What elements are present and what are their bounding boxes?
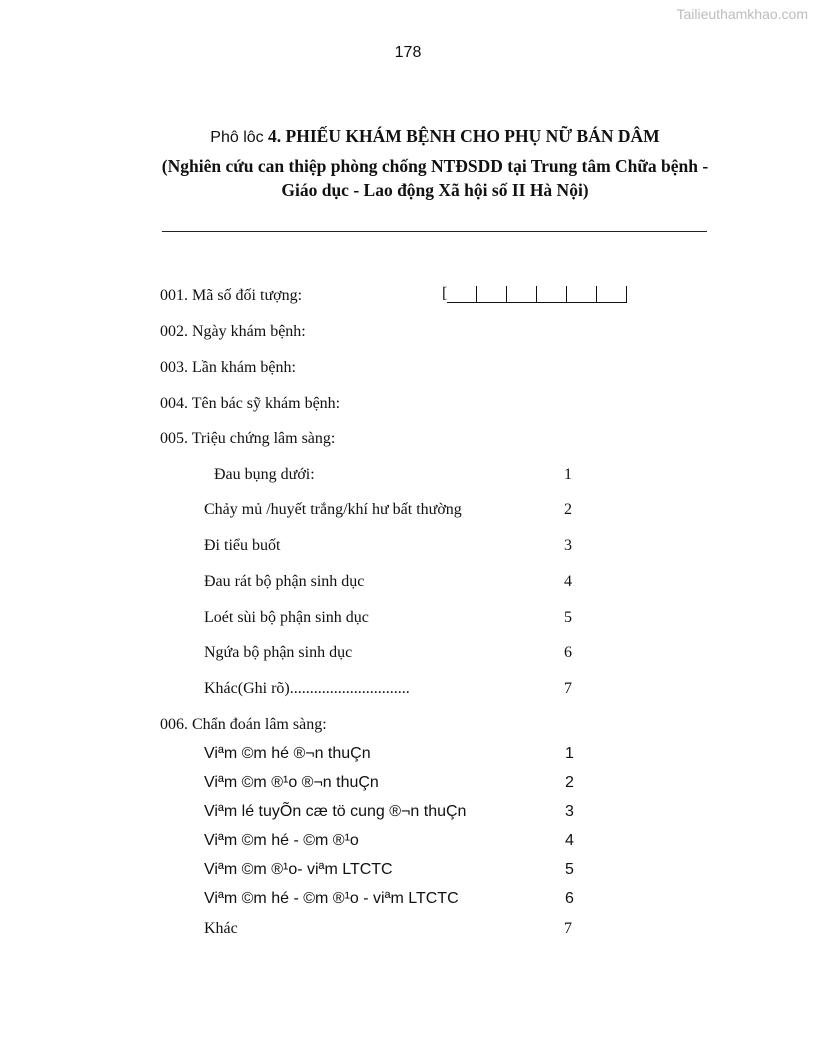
form-subtitle-line-2: Giáo dục - Lao động Xã hội số II Hà Nội): [281, 180, 589, 200]
symptom-option-code: 4: [564, 573, 572, 590]
id-box[interactable]: [597, 286, 627, 303]
question-005-label: 005. Triệu chứng lâm sàng:: [160, 430, 336, 447]
diagnosis-option-text: Viªm ©m ®¹o ®¬n thuÇn: [204, 774, 379, 791]
watermark: Tailieuthamkhao.com: [676, 6, 808, 22]
diagnosis-option-text: Khác: [204, 920, 238, 937]
diagnosis-option-code: 1: [565, 745, 574, 762]
question-003-label: 003. Lần khám bệnh:: [160, 359, 296, 376]
subject-id-boxes: [442, 285, 627, 303]
diagnosis-option-text: Viªm lé tuyÕn cæ tö cung ®¬n thuÇn: [204, 803, 467, 820]
question-004-label: 004. Tên bác sỹ khám bệnh:: [160, 395, 341, 412]
id-box-bracket: [: [442, 285, 448, 302]
diagnosis-option-text: Viªm ©m hé - ©m ®¹o: [204, 832, 359, 849]
symptom-option-text: Ngứa bộ phận sinh dục: [204, 644, 353, 661]
symptom-option-code: 1: [564, 466, 572, 483]
symptom-option-code: 5: [564, 609, 572, 626]
diagnosis-option-code: 7: [564, 920, 572, 937]
id-box[interactable]: [507, 286, 537, 303]
question-006-label: 006. Chẩn đoán lâm sàng:: [160, 716, 327, 733]
symptom-option-text: Khác(Ghi rõ)..............................: [204, 680, 410, 697]
form-subtitle-line-1: (Nghiên cứu can thiệp phòng chống NTĐSDD tại Trung tâm Chữa bệnh -: [161, 156, 709, 176]
id-box[interactable]: [537, 286, 567, 303]
id-box[interactable]: [567, 286, 597, 303]
question-002-label: 002. Ngày khám bệnh:: [160, 323, 306, 340]
question-001-label: 001. Mã số đối tượng:: [160, 287, 303, 304]
id-box[interactable]: [447, 286, 477, 303]
diagnosis-option-code: 5: [565, 861, 574, 878]
diagnosis-option-text: Viªm ©m ®¹o- viªm LTCTC: [204, 861, 393, 878]
symptom-option-text: Loét sùi bộ phận sinh dục: [204, 609, 369, 626]
symptom-option-text: Đau bụng dưới:: [214, 466, 315, 483]
diagnosis-option-code: 3: [565, 803, 574, 820]
form-title: [0, 126, 816, 147]
symptom-option-text: Chảy mủ /huyết trắng/khí hư bất thường: [204, 501, 462, 518]
diagnosis-option-text: Viªm ©m hé ®¬n thuÇn: [204, 745, 371, 762]
id-box[interactable]: [477, 286, 507, 303]
diagnosis-option-code: 2: [565, 774, 574, 791]
symptom-option-code: 2: [564, 501, 572, 518]
symptom-option-code: 7: [564, 680, 572, 697]
page-number: 178: [394, 44, 422, 61]
form-title-text: 4. PHIẾU KHÁM BỆNH CHO PHỤ NỮ BÁN DÂM: [263, 126, 660, 146]
symptom-option-text: Đau rát bộ phận sinh dục: [204, 573, 365, 590]
symptom-option-code: 6: [564, 644, 572, 661]
diagnosis-option-code: 6: [565, 890, 574, 907]
diagnosis-option-text: Viªm ©m hé - ©m ®¹o - viªm LTCTC: [204, 890, 459, 907]
title-divider: [162, 231, 707, 232]
diagnosis-option-code: 4: [565, 832, 574, 849]
appendix-prefix: Phô lôc: [210, 129, 264, 146]
symptom-option-code: 3: [564, 537, 572, 554]
symptom-option-text: Đi tiểu buốt: [204, 537, 281, 554]
